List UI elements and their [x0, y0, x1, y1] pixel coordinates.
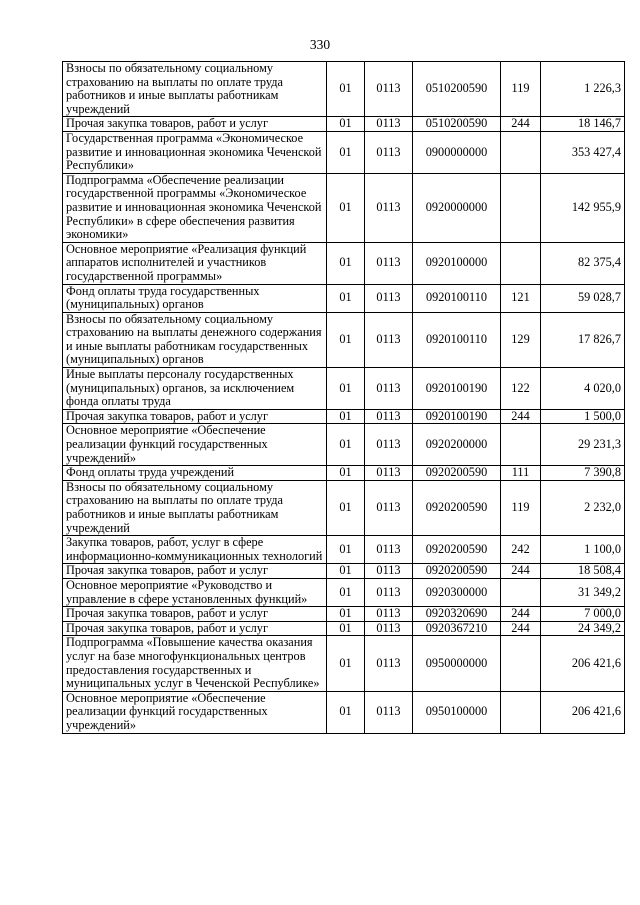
- expense-name-cell: Фонд оплаты труда государственных (муниципальных) органов: [63, 284, 327, 312]
- amount-cell: 18 508,4: [541, 564, 625, 579]
- expense-type-cell: 244: [501, 621, 541, 636]
- expense-name-cell: Прочая закупка товаров, работ и услуг: [63, 409, 327, 424]
- section-code-cell: 01: [327, 480, 365, 535]
- table-row: [63, 284, 625, 312]
- section-code-cell: 01: [327, 131, 365, 173]
- expense-type-cell: [501, 131, 541, 173]
- expense-name-cell: Основное мероприятие «Обеспечение реализации функций государственных учреждений»: [63, 424, 327, 466]
- target-article-cell: 0950000000: [413, 636, 501, 691]
- expense-name-cell: Взносы по обязательному социальному страхованию на выплаты денежного содержания и иные выплаты работникам государственных (муниципальных) органов: [63, 312, 327, 367]
- section-code-cell: 01: [327, 424, 365, 466]
- section-code-cell: 01: [327, 312, 365, 367]
- target-article-cell: 0920100190: [413, 368, 501, 410]
- table-row: [63, 564, 625, 579]
- section-code-cell: 01: [327, 536, 365, 564]
- target-article-cell: 0920300000: [413, 578, 501, 606]
- expense-name-cell: Иные выплаты персоналу государственных (муниципальных) органов, за исключением фонда оплаты труда: [63, 368, 327, 410]
- expense-type-cell: [501, 578, 541, 606]
- subsection-code-cell: 0113: [365, 173, 413, 242]
- target-article-cell: 0900000000: [413, 131, 501, 173]
- target-article-cell: 0920367210: [413, 621, 501, 636]
- subsection-code-cell: 0113: [365, 636, 413, 691]
- section-code-cell: 01: [327, 691, 365, 733]
- section-code-cell: 01: [327, 466, 365, 481]
- table-row: [63, 368, 625, 410]
- expense-name-cell: Основное мероприятие «Обеспечение реализации функций государственных учреждений»: [63, 691, 327, 733]
- target-article-cell: 0950100000: [413, 691, 501, 733]
- amount-cell: 82 375,4: [541, 242, 625, 284]
- table-row: [63, 312, 625, 367]
- target-article-cell: 0920200590: [413, 466, 501, 481]
- expense-type-cell: [501, 242, 541, 284]
- target-article-cell: 0920100110: [413, 284, 501, 312]
- subsection-code-cell: 0113: [365, 607, 413, 622]
- expense-type-cell: 122: [501, 368, 541, 410]
- budget-table: [62, 61, 625, 734]
- subsection-code-cell: 0113: [365, 312, 413, 367]
- section-code-cell: 01: [327, 284, 365, 312]
- subsection-code-cell: 0113: [365, 466, 413, 481]
- expense-name-cell: Взносы по обязательному социальному страхованию на выплаты по оплате труда работников и иные выплаты работникам учреждений: [63, 480, 327, 535]
- expense-name-cell: Прочая закупка товаров, работ и услуг: [63, 564, 327, 579]
- target-article-cell: 0920200590: [413, 536, 501, 564]
- expense-name-cell: Государственная программа «Экономическое развитие и инновационная экономика Чеченской Республики»: [63, 131, 327, 173]
- expense-type-cell: [501, 636, 541, 691]
- expense-name-cell: Закупка товаров, работ, услуг в сфере информационно-коммуникационных технологий: [63, 536, 327, 564]
- section-code-cell: 01: [327, 62, 365, 117]
- expense-type-cell: 129: [501, 312, 541, 367]
- amount-cell: 29 231,3: [541, 424, 625, 466]
- page-number: 330: [309, 37, 331, 52]
- expense-name-cell: Взносы по обязательному социальному страхованию на выплаты по оплате труда работников и иные выплаты работникам учреждений: [63, 62, 327, 117]
- subsection-code-cell: 0113: [365, 368, 413, 410]
- amount-cell: 2 232,0: [541, 480, 625, 535]
- expense-type-cell: [501, 173, 541, 242]
- expense-type-cell: 244: [501, 564, 541, 579]
- amount-cell: 59 028,7: [541, 284, 625, 312]
- section-code-cell: 01: [327, 564, 365, 579]
- budget-table-body: [63, 62, 625, 734]
- target-article-cell: 0920100000: [413, 242, 501, 284]
- table-row: [63, 62, 625, 117]
- amount-cell: 31 349,2: [541, 578, 625, 606]
- expense-name-cell: Подпрограмма «Повышение качества оказания услуг на базе многофункциональных центров предоставления государственных и муниципальных услуг в Чеченской Республике»: [63, 636, 327, 691]
- target-article-cell: 0920100190: [413, 409, 501, 424]
- subsection-code-cell: 0113: [365, 564, 413, 579]
- amount-cell: 1 100,0: [541, 536, 625, 564]
- expense-type-cell: [501, 424, 541, 466]
- expense-name-cell: Прочая закупка товаров, работ и услуг: [63, 621, 327, 636]
- expense-name-cell: Основное мероприятие «Руководство и управление в сфере установленных функций»: [63, 578, 327, 606]
- target-article-cell: 0920200590: [413, 480, 501, 535]
- expense-name-cell: Основное мероприятие «Реализация функций аппаратов исполнителей и участников государственной программы»: [63, 242, 327, 284]
- amount-cell: 17 826,7: [541, 312, 625, 367]
- table-row: [63, 636, 625, 691]
- table-row: [63, 242, 625, 284]
- table-row: [63, 578, 625, 606]
- target-article-cell: 0510200590: [413, 117, 501, 132]
- section-code-cell: 01: [327, 368, 365, 410]
- section-code-cell: 01: [327, 636, 365, 691]
- target-article-cell: 0920200590: [413, 564, 501, 579]
- target-article-cell: 0920000000: [413, 173, 501, 242]
- subsection-code-cell: 0113: [365, 691, 413, 733]
- expense-name-cell: Прочая закупка товаров, работ и услуг: [63, 117, 327, 132]
- subsection-code-cell: 0113: [365, 578, 413, 606]
- amount-cell: 1 500,0: [541, 409, 625, 424]
- amount-cell: 142 955,9: [541, 173, 625, 242]
- expense-name-cell: Подпрограмма «Обеспечение реализации государственной программы «Экономическое развитие и инновационная экономика Чеченской Республики» в сфере обеспечения развития экономики»: [63, 173, 327, 242]
- subsection-code-cell: 0113: [365, 621, 413, 636]
- section-code-cell: 01: [327, 621, 365, 636]
- target-article-cell: 0510200590: [413, 62, 501, 117]
- table-row: [63, 466, 625, 481]
- expense-type-cell: 119: [501, 480, 541, 535]
- subsection-code-cell: 0113: [365, 62, 413, 117]
- expense-type-cell: 244: [501, 117, 541, 132]
- subsection-code-cell: 0113: [365, 117, 413, 132]
- amount-cell: 18 146,7: [541, 117, 625, 132]
- expense-type-cell: [501, 691, 541, 733]
- table-row: [63, 424, 625, 466]
- table-row: [63, 117, 625, 132]
- section-code-cell: 01: [327, 578, 365, 606]
- amount-cell: 4 020,0: [541, 368, 625, 410]
- table-row: [63, 621, 625, 636]
- table-row: [63, 536, 625, 564]
- section-code-cell: 01: [327, 607, 365, 622]
- subsection-code-cell: 0113: [365, 131, 413, 173]
- subsection-code-cell: 0113: [365, 409, 413, 424]
- table-row: [63, 409, 625, 424]
- subsection-code-cell: 0113: [365, 480, 413, 535]
- expense-type-cell: 244: [501, 607, 541, 622]
- table-row: [63, 480, 625, 535]
- target-article-cell: 0920320690: [413, 607, 501, 622]
- expense-type-cell: 119: [501, 62, 541, 117]
- subsection-code-cell: 0113: [365, 424, 413, 466]
- subsection-code-cell: 0113: [365, 536, 413, 564]
- target-article-cell: 0920200000: [413, 424, 501, 466]
- expense-type-cell: 242: [501, 536, 541, 564]
- table-row: [63, 173, 625, 242]
- amount-cell: 1 226,3: [541, 62, 625, 117]
- subsection-code-cell: 0113: [365, 284, 413, 312]
- amount-cell: 206 421,6: [541, 636, 625, 691]
- amount-cell: 7 390,8: [541, 466, 625, 481]
- expense-name-cell: Фонд оплаты труда учреждений: [63, 466, 327, 481]
- amount-cell: 24 349,2: [541, 621, 625, 636]
- table-row: [63, 131, 625, 173]
- amount-cell: 7 000,0: [541, 607, 625, 622]
- table-row: [63, 607, 625, 622]
- expense-type-cell: 244: [501, 409, 541, 424]
- expense-name-cell: Прочая закупка товаров, работ и услуг: [63, 607, 327, 622]
- section-code-cell: 01: [327, 117, 365, 132]
- table-row: [63, 691, 625, 733]
- section-code-cell: 01: [327, 173, 365, 242]
- subsection-code-cell: 0113: [365, 242, 413, 284]
- amount-cell: 206 421,6: [541, 691, 625, 733]
- section-code-cell: 01: [327, 242, 365, 284]
- section-code-cell: 01: [327, 409, 365, 424]
- amount-cell: 353 427,4: [541, 131, 625, 173]
- expense-type-cell: 121: [501, 284, 541, 312]
- expense-type-cell: 111: [501, 466, 541, 481]
- target-article-cell: 0920100110: [413, 312, 501, 367]
